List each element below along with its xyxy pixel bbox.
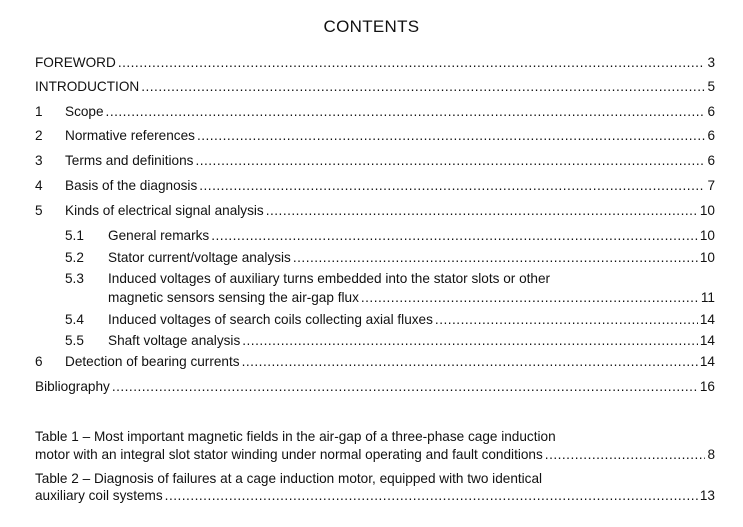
toc-entry-page: 8 [707, 447, 715, 462]
toc-entry-table2[interactable] [35, 486, 715, 506]
toc-entry-number: 3 [35, 153, 43, 168]
toc-entry-general-remarks[interactable] [65, 226, 715, 246]
toc-entry-number: 4 [35, 178, 43, 193]
toc-entry-text: Induced voltages of search coils collecting axial fluxes [108, 312, 433, 327]
toc-entry-scope[interactable] [35, 102, 715, 122]
toc-entry-text: Kinds of electrical signal analysis [65, 203, 264, 218]
toc-entry-page: 10 [699, 228, 715, 243]
toc-entry-induced-voltages-auxiliary-turns-cont[interactable] [65, 288, 715, 308]
contents-title: CONTENTS [323, 17, 420, 36]
toc-entry-page: 14 [699, 354, 715, 369]
toc-entry-page: 10 [699, 250, 715, 265]
toc-entry-number: 5.3 [65, 271, 84, 286]
toc-entry-text: Shaft voltage analysis [108, 333, 241, 348]
toc-entry-text: Scope [65, 104, 104, 119]
toc-entry-page: 6 [707, 128, 715, 143]
toc-table-text: motor with an integral slot stator winding under normal operating and fault conditions [35, 447, 543, 462]
toc-entry-page: 6 [707, 153, 715, 168]
toc-entry-text-line1: Induced voltages of auxiliary turns embedded into the stator slots or other [108, 271, 551, 286]
toc-entry-page: 3 [707, 55, 715, 70]
toc-entry-number: 5.5 [65, 333, 84, 348]
toc-entry-number: 2 [35, 128, 43, 143]
toc-entry-text: Terms and definitions [65, 153, 194, 168]
toc-entry-kinds-of-signal-analysis[interactable] [35, 201, 715, 221]
toc-entry-text: magnetic sensors sensing the air-gap flux [108, 290, 359, 305]
toc-entry-number: 6 [35, 354, 43, 369]
toc-entry-page: 14 [699, 312, 715, 327]
toc-entry-number: 5.4 [65, 312, 84, 327]
toc-table1-line1[interactable]: Table 1 – Most important magnetic fields in the air-gap of a three-phase cage induction [35, 429, 556, 444]
toc-entry-page: 10 [699, 203, 715, 218]
toc-entry-text: Normative references [65, 128, 195, 143]
toc-entry-text: Stator current/voltage analysis [108, 250, 291, 265]
toc-table2-line1[interactable]: Table 2 – Diagnosis of failures at a cage induction motor, equipped with two identical [35, 471, 543, 486]
toc-entry-page: 14 [699, 333, 715, 348]
toc-entry-text: INTRODUCTION [35, 79, 140, 94]
toc-entry-terms-and-definitions[interactable] [35, 151, 715, 171]
toc-entry-page: 5 [707, 79, 715, 94]
toc-entry-table1[interactable] [35, 445, 715, 465]
toc-entry-bearing-currents[interactable] [35, 352, 715, 372]
toc-entry-stator-analysis[interactable] [65, 248, 715, 268]
toc-entry-page: 13 [699, 488, 715, 503]
toc-entry-bibliography[interactable] [35, 377, 715, 397]
toc-entry-search-coils[interactable] [65, 310, 715, 330]
toc-entry-text: FOREWORD [35, 55, 116, 70]
toc-entry-number: 5.1 [65, 228, 84, 243]
toc-entry-basis-of-diagnosis[interactable] [35, 176, 715, 196]
toc-entry-foreword[interactable] [35, 53, 715, 73]
toc-entry-text: Detection of bearing currents [65, 354, 240, 369]
toc-entry-page: 16 [699, 379, 715, 394]
toc-entry-page: 7 [707, 178, 715, 193]
toc-entry-page: 6 [707, 104, 715, 119]
toc-entry-induced-voltages-auxiliary-turns[interactable] [65, 269, 715, 289]
toc-entry-page: 11 [700, 290, 715, 305]
toc-entry-text: Bibliography [35, 379, 110, 394]
toc-entry-shaft-voltage[interactable] [65, 331, 715, 351]
toc-entry-text: General remarks [108, 228, 210, 243]
toc-entry-text: Basis of the diagnosis [65, 178, 198, 193]
toc-entry-number: 1 [35, 104, 43, 119]
toc-entry-number: 5.2 [65, 250, 84, 265]
toc-entry-introduction[interactable] [35, 77, 715, 97]
toc-entry-number: 5 [35, 203, 43, 218]
toc-table-text: auxiliary coil systems [35, 488, 163, 503]
toc-entry-normative-references[interactable] [35, 126, 715, 146]
